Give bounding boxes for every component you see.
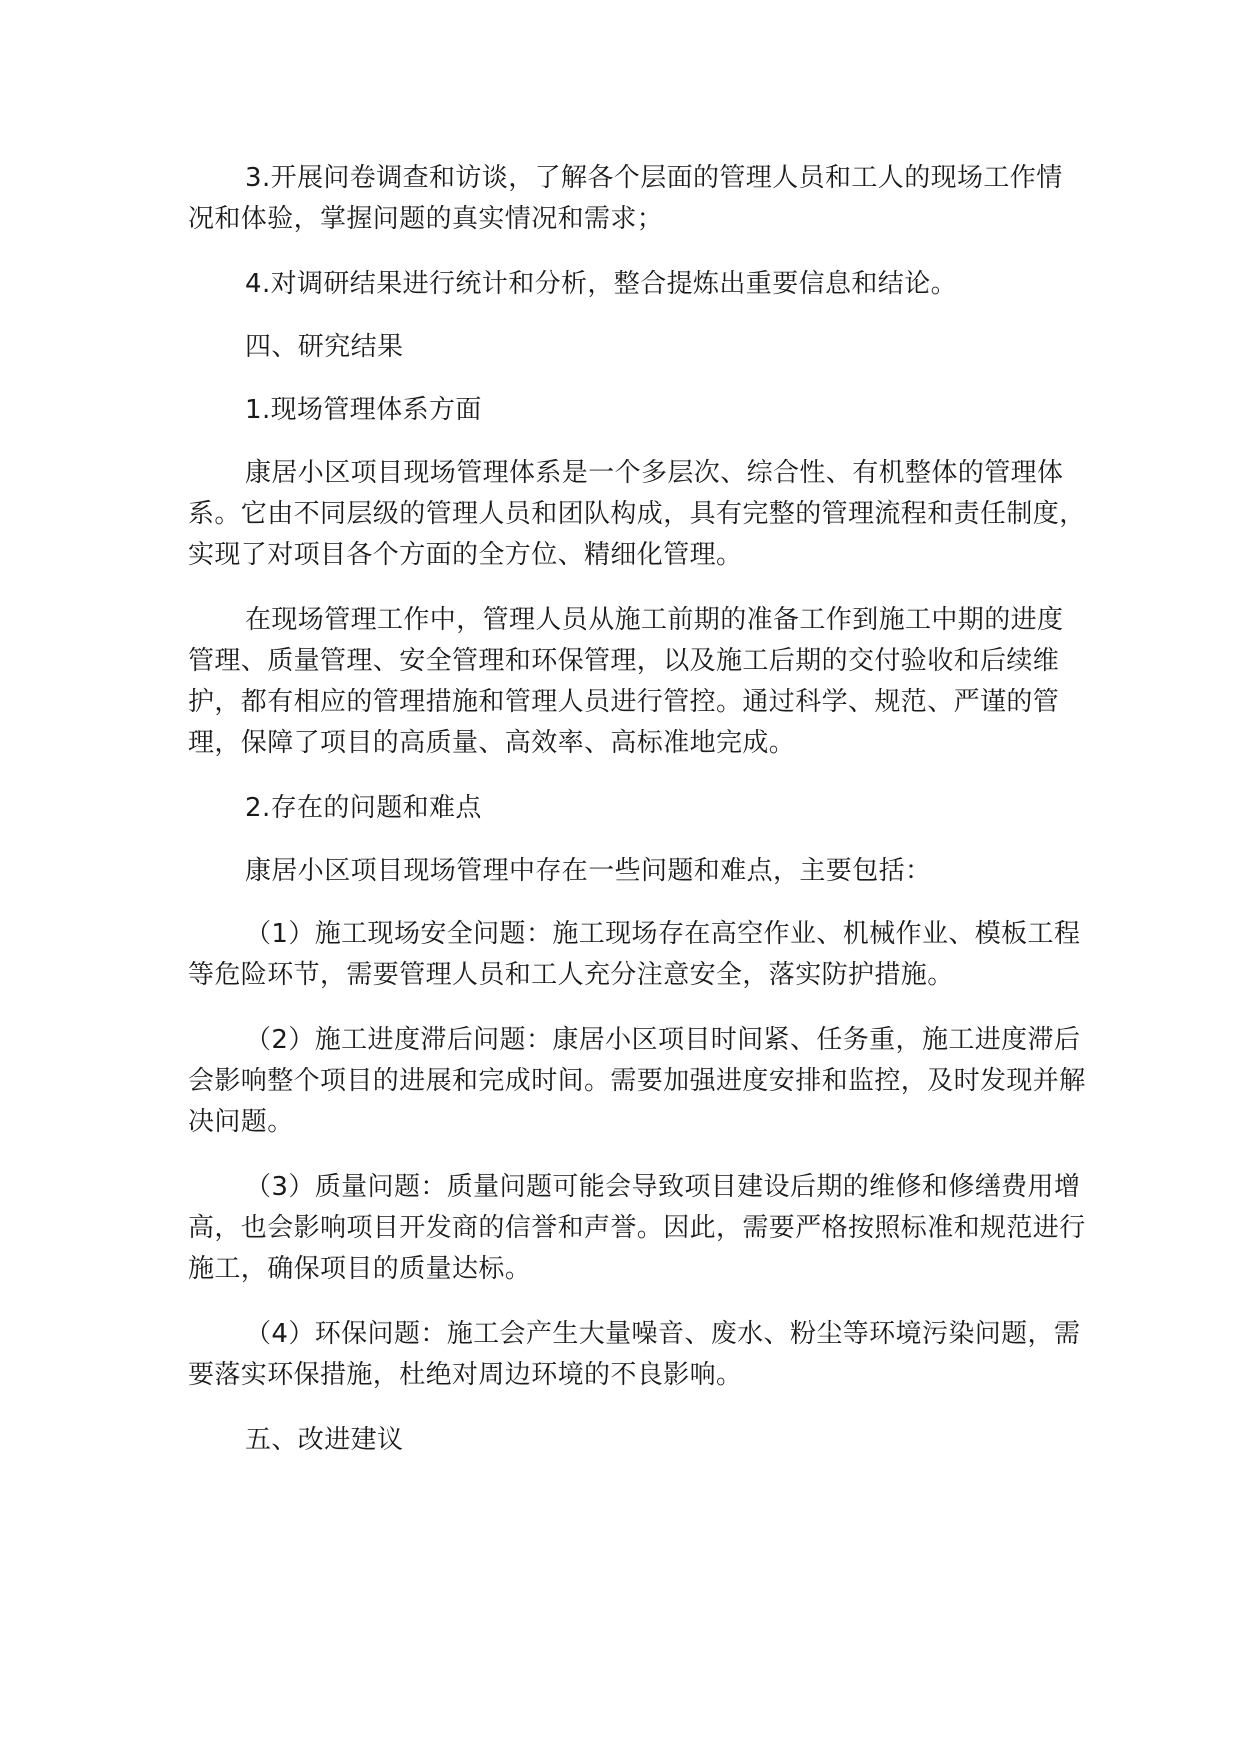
paragraph-site-management-work: 在现场管理工作中，管理人员从施工前期的准备工作到施工中期的进度管理、质量管理、安全管理和环保管理，以及施工后期的交付验收和后续维护，都有相应的管理措施和管理人员进行管控。通过科学、规范、严谨的管理，保障了项目的高质量、高效率、高标准地完成。	[188, 605, 1064, 758]
section-heading-research-results: 四、研究结果	[245, 332, 404, 362]
paragraph-problems-intro: 康居小区项目现场管理中存在一些问题和难点，主要包括：	[245, 856, 932, 886]
list-item-environment-issue: （4）环保问题：施工会产生大量噪音、废水、粉尘等环境污染问题，需要落实环保措施，杜绝对周边环境的不良影响。	[188, 1319, 1081, 1390]
subheading-problems-difficulties: 2.存在的问题和难点	[245, 793, 482, 823]
section-heading-improvement-suggestions: 五、改进建议	[245, 1425, 404, 1455]
list-item-quality-issue: （3）质量问题：质量问题可能会导致项目建设后期的维修和修缮费用增高，也会影响项目开发商的信誉和声誉。因此，需要严格按照标准和规范进行施工，确保项目的质量达标。	[188, 1172, 1086, 1284]
list-item-safety-issue: （1）施工现场安全问题：施工现场存在高空作业、机械作业、模板工程等危险环节，需要管理人员和工人充分注意安全，落实防护措施。	[188, 919, 1081, 990]
paragraph-management-system: 康居小区项目现场管理体系是一个多层次、综合性、有机整体的管理体系。它由不同层级的管理人员和团队构成，具有完整的管理流程和责任制度，实现了对项目各个方面的全方位、精细化管理。	[188, 458, 1086, 570]
paragraph-survey-interview: 3.开展问卷调查和访谈，了解各个层面的管理人员和工人的现场工作情况和体验，掌握问题的真实情况和需求；	[188, 163, 1063, 234]
document-body	[188, 158, 1088, 1483]
paragraph-statistics-analysis: 4.对调研结果进行统计和分析，整合提炼出重要信息和结论。	[245, 269, 958, 299]
list-item-schedule-issue: （2）施工进度滞后问题：康居小区项目时间紧、任务重，施工进度滞后会影响整个项目的进展和完成时间。需要加强进度安排和监控，及时发现并解决问题。	[188, 1025, 1086, 1137]
subheading-management-system: 1.现场管理体系方面	[245, 395, 482, 425]
